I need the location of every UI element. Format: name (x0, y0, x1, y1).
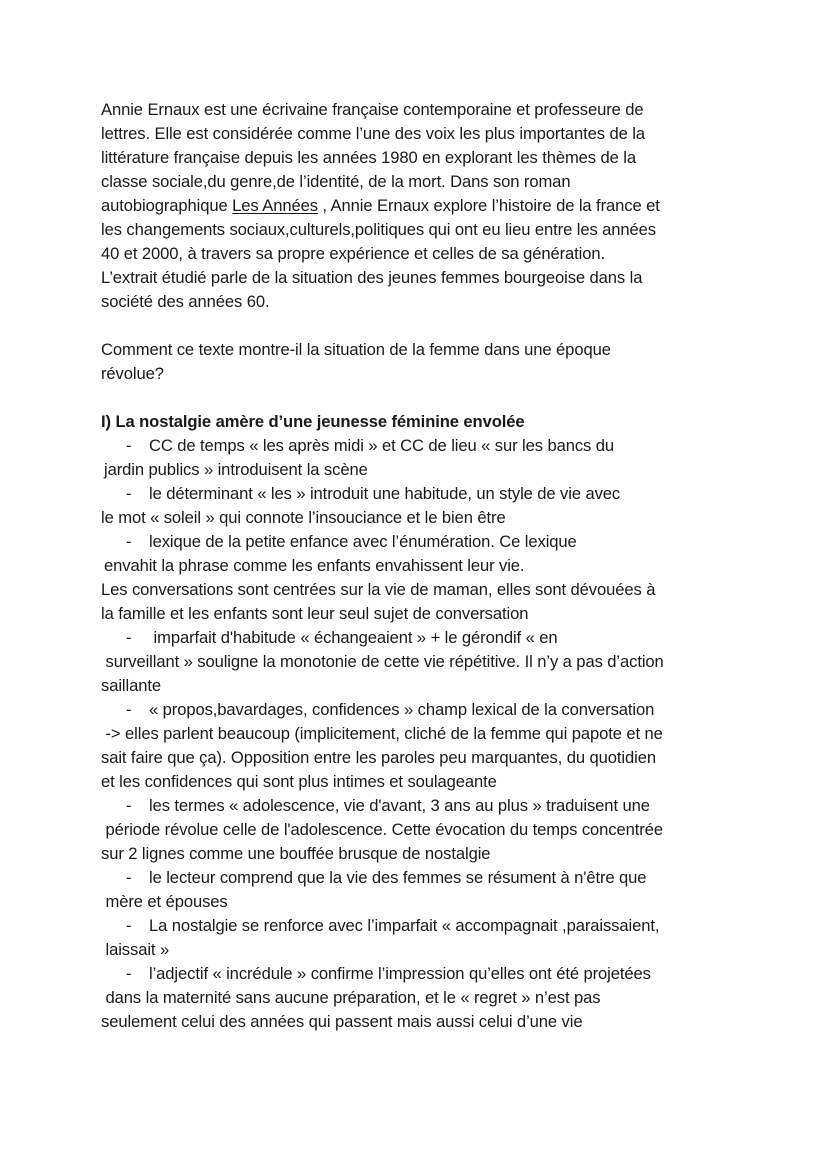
text-line: société des années 60. (101, 292, 270, 311)
text-line: lettres. Elle est considérée comme l’une des voix les plus importantes de la (101, 124, 645, 143)
bullet-item (101, 530, 741, 554)
bullet-text: lexique de la petite enfance avec l’énumération. Ce lexique (149, 532, 577, 551)
text-line (101, 194, 741, 218)
bullet-text: le lecteur comprend que la vie des femmes se résument à n'être que (149, 868, 647, 887)
bullet-dash: - (126, 916, 132, 935)
bullet-item (101, 866, 741, 890)
section-heading: I) La nostalgie amère d’une jeunesse féminine envolée (101, 412, 525, 431)
text-line: mère et épouses (101, 892, 228, 911)
spacer (101, 386, 741, 410)
text-line: sur 2 lignes comme une bouffée brusque de nostalgie (101, 844, 491, 863)
text-line: les changements sociaux,culturels,politiques qui ont eu lieu entre les années (101, 220, 656, 239)
bullet-dash: - (126, 436, 132, 455)
text-line: le mot « soleil » qui connote l’insouciance et le bien être (101, 508, 506, 527)
bullet-text: l’adjectif « incrédule » confirme l’impression qu’elles ont été projetées (149, 964, 651, 983)
text-line: envahit la phrase comme les enfants envahissent leur vie. (104, 556, 525, 575)
book-title: Les Années (232, 196, 318, 215)
bullet-text: CC de temps « les après midi » et CC de lieu « sur les bancs du (149, 436, 615, 455)
bullet-dash: - (126, 532, 132, 551)
bullet-text: imparfait d'habitude « échangeaient » + le gérondif « en (149, 628, 558, 647)
text-line: et les confidences qui sont plus intimes et soulageante (101, 772, 497, 791)
bullet-item (101, 434, 741, 458)
bullet-dash: - (126, 700, 132, 719)
text-line: 40 et 2000, à travers sa propre expérience et celles de sa génération. (101, 244, 606, 263)
section-1 (101, 410, 741, 1034)
bullet-item (101, 962, 741, 986)
bullet-dash: - (126, 868, 132, 887)
text-line: L’extrait étudié parle de la situation des jeunes femmes bourgeoise dans la (101, 268, 643, 287)
text-line: classe sociale,du genre,de l’identité, de la mort. Dans son roman (101, 172, 571, 191)
text-line: dans la maternité sans aucune préparation, et le « regret » n’est pas (101, 988, 601, 1007)
text-line: saillante (101, 676, 161, 695)
text-line: la famille et les enfants sont leur seul sujet de conversation (101, 604, 529, 623)
spacer (101, 314, 741, 338)
bullet-text: le déterminant « les » introduit une habitude, un style de vie avec (149, 484, 621, 503)
problematique (101, 338, 741, 386)
text-line: laissait » (101, 940, 170, 959)
bullet-dash: - (126, 964, 132, 983)
text-line: -> elles parlent beaucoup (implicitement, cliché de la femme qui papote et ne (101, 724, 663, 743)
bullet-dash: - (126, 628, 132, 647)
bullet-item (101, 698, 741, 722)
bullet-item (101, 482, 741, 506)
bullet-text: La nostalgie se renforce avec l’imparfait « accompagnait ,paraissaient, (149, 916, 660, 935)
bullet-text: les termes « adolescence, vie d'avant, 3 ans au plus » traduisent une (149, 796, 650, 815)
intro-paragraph (101, 98, 741, 314)
text-line: littérature française depuis les années 1980 en explorant les thèmes de la (101, 148, 637, 167)
text-line: jardin publics » introduisent la scène (104, 460, 368, 479)
text-line: Comment ce texte montre-il la situation de la femme dans une époque (101, 340, 611, 359)
document-body (101, 98, 741, 1034)
text-span: autobiographique (101, 196, 233, 215)
bullet-text: « propos,bavardages, confidences » champ lexical de la conversation (149, 700, 655, 719)
text-line: seulement celui des années qui passent mais aussi celui d’une vie (101, 1012, 583, 1031)
text-line: période révolue celle de l'adolescence. Cette évocation du temps concentrée (101, 820, 663, 839)
bullet-item (101, 626, 741, 650)
text-span: , Annie Ernaux explore l’histoire de la france et (317, 196, 660, 215)
bullet-item (101, 914, 741, 938)
text-line: Les conversations sont centrées sur la vie de maman, elles sont dévouées à (101, 580, 656, 599)
bullet-dash: - (126, 484, 132, 503)
text-line: révolue? (101, 364, 164, 383)
text-line: Annie Ernaux est une écrivaine française contemporaine et professeure de (101, 100, 644, 119)
bullet-dash: - (126, 796, 132, 815)
bullet-item (101, 794, 741, 818)
text-line: surveillant » souligne la monotonie de cette vie répétitive. Il n’y a pas d’action (101, 652, 664, 671)
text-line: sait faire que ça). Opposition entre les paroles peu marquantes, du quotidien (101, 748, 656, 767)
